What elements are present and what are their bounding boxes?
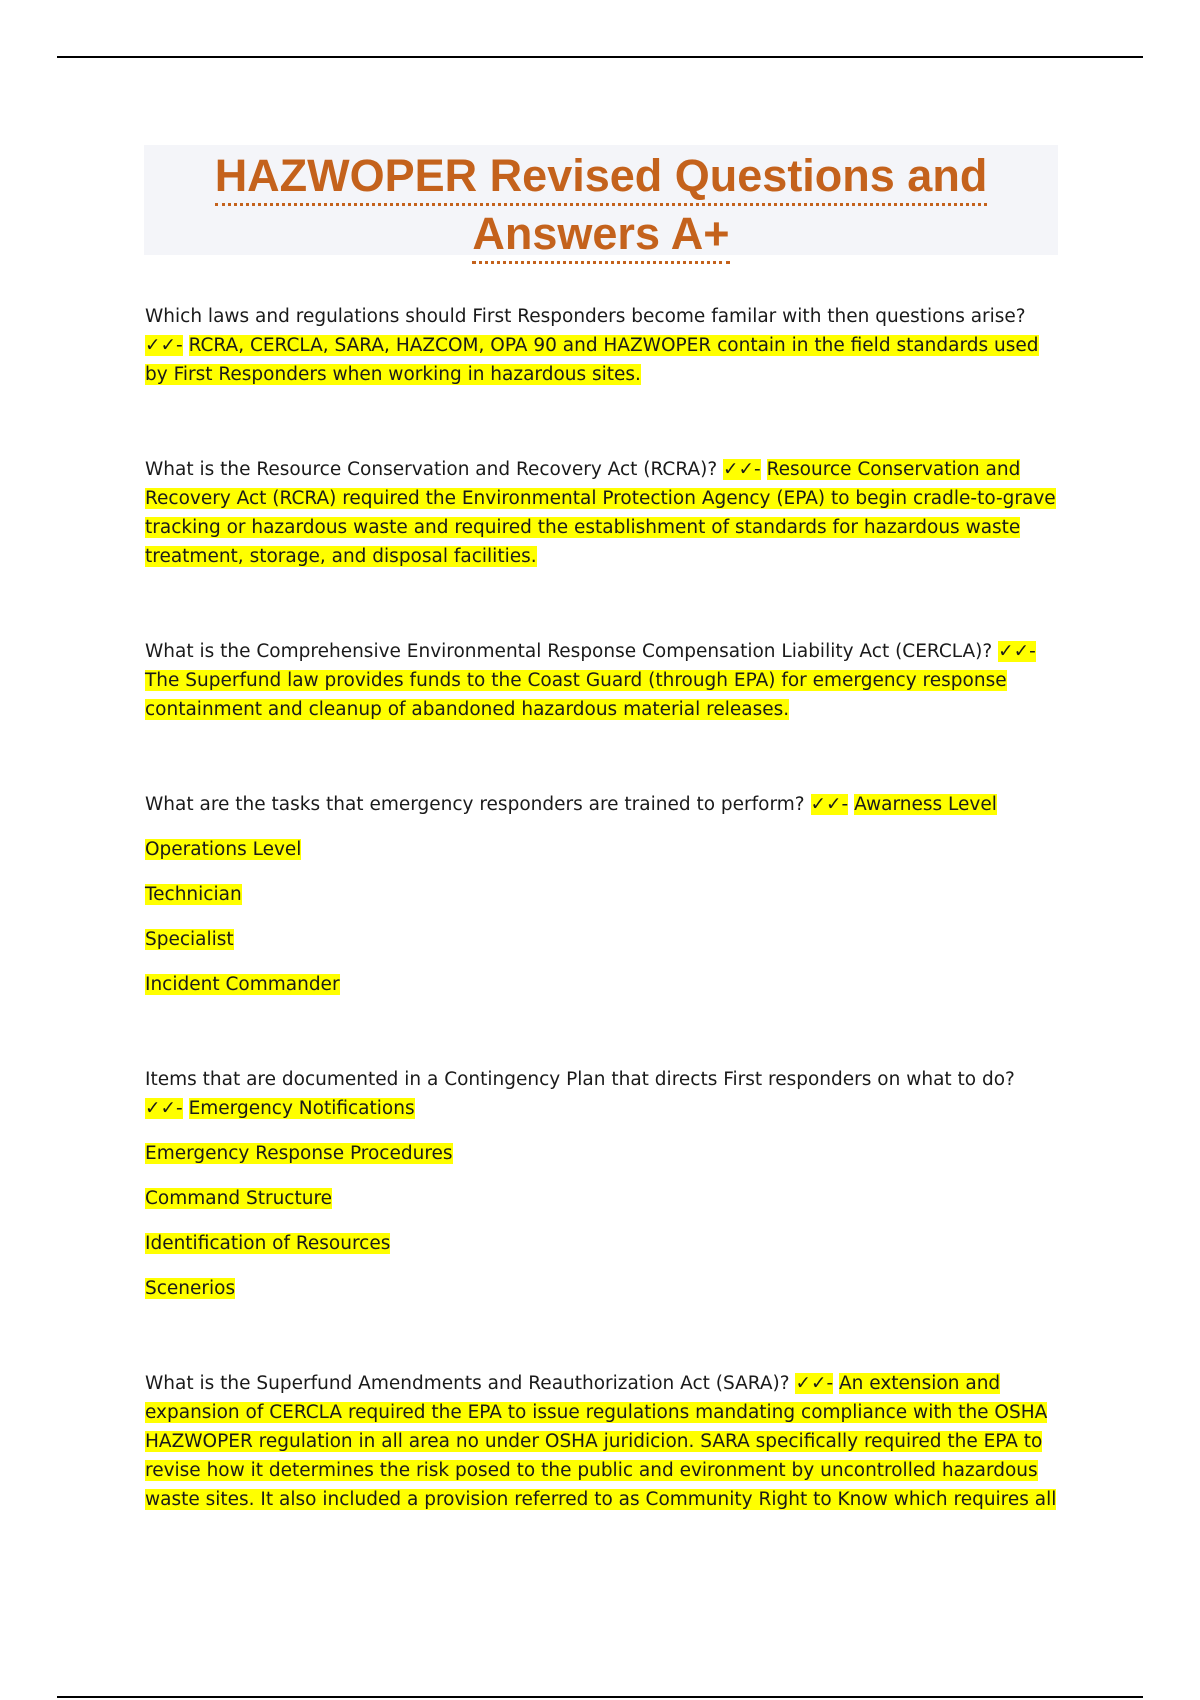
top-rule [57,56,1143,58]
qa-content [145,302,1057,1514]
answer-text: Emergency Notifications [188,1098,415,1119]
answer-check [795,1373,833,1394]
answer-text: RCRA, CERCLA, SARA, HAZCOM, OPA 90 and HAZWOPER contain in the field standards used by First Responders when working in hazardous sites. [145,335,1039,385]
answer-text: An extension and expansion of CERCLA required the EPA to issue regulations mandating compliance with the OSHA HAZWOPER regulation in all area no under OSHA juridicion. SARA specifically required the EPA to revise how it determines the risk posed to the public and evironment by uncontrolled hazardous waste sites. It also included a provision referred to as Community Right to Know which requires all [145,1373,1057,1510]
question-text: Items that are documented in a Contingency Plan that directs First responders on what to do? [145,1069,1015,1090]
qa-block-5 [145,1065,1057,1123]
check-mark-icon: ✓✓- [998,641,1036,662]
list-item: Identification of Resources [145,1233,391,1254]
qa-block-1 [145,302,1057,389]
answer-check [723,459,761,480]
list-item: Command Structure [145,1188,333,1209]
answer-check [811,794,849,815]
question-text: What are the tasks that emergency responders are trained to perform? [145,794,805,815]
qa-block-4 [145,790,1057,819]
document-title-line-2: Answers A+ [472,207,729,264]
question-text: What is the Resource Conservation and Recovery Act (RCRA)? [145,459,718,480]
check-mark-icon: ✓✓- [723,459,761,480]
list-item: Technician [145,884,242,905]
answer-check [145,335,183,356]
check-mark-icon: ✓✓- [145,335,183,356]
list-item: Operations Level [145,839,302,860]
list-item: Emergency Response Procedures [145,1143,453,1164]
list-item: Specialist [145,929,234,950]
question-text: What is the Comprehensive Environmental Response Compensation Liability Act (CERCLA)? [145,641,993,662]
answer-text: Awarness Level [854,794,997,815]
question-text: Which laws and regulations should First Responders become familar with then questions arise? [145,306,1026,327]
qa-block-6 [145,1369,1057,1514]
answer-text: Resource Conservation and Recovery Act (RCRA) required the Environmental Protection Agency (EPA) to begin cradle-to-grave tracking or hazardous waste and required the establishment of standards for hazardous waste treatment, storage, and disposal facilities. [145,459,1056,567]
bottom-rule [57,1696,1143,1698]
answer-text: The Superfund law provides funds to the Coast Guard (through EPA) for emergency response containment and cleanup of abandoned hazardous material releases. [145,670,1007,720]
check-mark-icon: ✓✓- [795,1373,834,1394]
check-mark-icon: ✓✓- [145,1098,183,1119]
title-banner [144,145,1058,259]
list-item: Incident Commander [145,974,340,995]
question-text: What is the Superfund Amendments and Reauthorization Act (SARA)? [145,1373,790,1394]
qa-block-2 [145,455,1057,571]
list-item: Scenerios [145,1278,236,1299]
check-mark-icon: ✓✓- [810,794,849,815]
answer-check [145,1098,183,1119]
qa-block-3 [145,637,1057,724]
document-title-line-1: HAZWOPER Revised Questions and [215,149,988,206]
answer-check [998,641,1036,662]
